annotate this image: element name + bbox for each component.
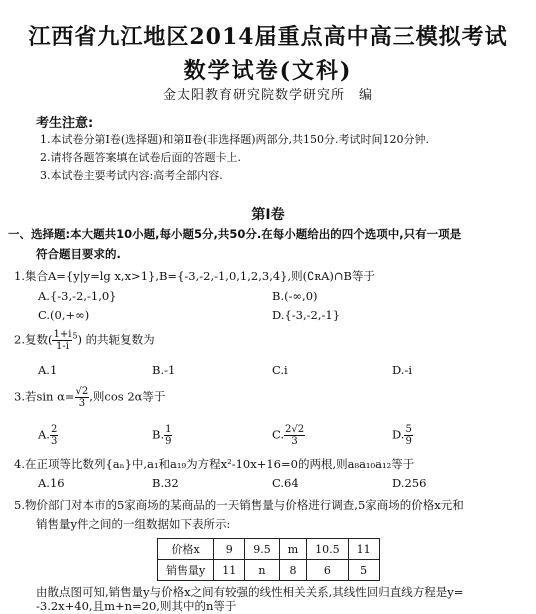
- question-3-fraction: [75, 386, 90, 409]
- question-3-option-c: [272, 424, 305, 447]
- frac-den: 3: [50, 436, 58, 447]
- table-cell: 6: [307, 560, 349, 581]
- option-label: B.: [152, 427, 165, 442]
- exam-subtitle: 数学试卷(文科): [183, 58, 353, 84]
- notice-title: 考生注意:: [36, 116, 94, 131]
- question-1-option-d: D.{-3,-2,-1}: [272, 308, 341, 322]
- question-3-text: [14, 386, 165, 409]
- question-3-frac-num: √2: [75, 386, 89, 397]
- table-cell: 8: [279, 560, 306, 581]
- question-1-option-a: A.{-3,-2,-1,0}: [38, 289, 117, 303]
- question-2-fraction: [52, 329, 72, 352]
- question-2-prefix: 2.复数(: [14, 332, 53, 347]
- question-5-line1: 5.物价部门对本市的5家商场的某商品的一天销售量与价格进行调查,5家商场的价格x元和: [14, 498, 464, 512]
- question-2-option-b: B.-1: [152, 363, 176, 377]
- option-fraction: [50, 424, 58, 447]
- question-2-option-c: C.i: [272, 363, 288, 377]
- table-cell: m: [279, 539, 306, 560]
- price-sales-table: [157, 538, 380, 581]
- question-5-line3: 由散点图可知,销售量y与价格x之间有较强的线性相关关系,其线性回归直线方程是y=: [36, 585, 464, 599]
- table-cell: 价格x: [158, 539, 214, 560]
- notice-item-1: 1.本试卷分第Ⅰ卷(选择题)和第Ⅱ卷(非选择题)两部分,共150分.考试时间120分钟.: [40, 133, 429, 146]
- table-cell: 9.5: [245, 539, 280, 560]
- question-3-frac-den: 3: [78, 398, 86, 409]
- table-cell: 5: [348, 560, 379, 581]
- table-cell: 销售量y: [158, 560, 214, 581]
- table-cell: 11: [348, 539, 379, 560]
- option-label: A.: [38, 427, 50, 442]
- option-fraction: [404, 424, 412, 447]
- frac-num: 2: [50, 424, 58, 435]
- table-row: [158, 539, 380, 560]
- author-line: 金太阳教育研究院数学研究所 编: [162, 88, 373, 103]
- question-3-option-d: [392, 424, 413, 447]
- question-3-option-a: [38, 424, 58, 447]
- table-cell: 11: [214, 560, 245, 581]
- frac-num: 5: [405, 424, 412, 435]
- question-5-line2: 销售量y件之间的一组数据如下表所示:: [36, 517, 231, 531]
- question-2-frac-num: 1+i: [53, 329, 72, 340]
- table-cell: n: [245, 560, 280, 581]
- question-1-option-b: B.(-∞,0): [272, 289, 318, 303]
- question-3-suffix: ,则cos 2α等于: [89, 389, 166, 404]
- notice-item-2: 2.请将各题答案填在试卷后面的答题卡上.: [40, 151, 241, 164]
- frac-num: 1: [165, 424, 172, 435]
- notice-item-3: 3.本试卷主要考试内容:高考全部内容.: [40, 169, 223, 182]
- question-2-suffix: ) 的共轭复数为: [77, 332, 155, 347]
- question-3-prefix: 3.若sin α=: [14, 389, 75, 404]
- question-5-line4: -3.2x+40,且m+n=20,则其中的n等于: [36, 599, 237, 613]
- question-1-text: 1.集合A={y|y=lg x,x>1},B={-3,-2,-1,0,1,2,3,4},则(∁ʀA)∩B等于: [14, 269, 375, 283]
- question-2-frac-den: 1-i: [55, 341, 69, 352]
- question-4-option-c: C.64: [272, 476, 299, 490]
- option-label: D.: [392, 427, 405, 442]
- question-4-option-d: D.256: [392, 476, 427, 490]
- question-2-text: [14, 329, 155, 352]
- part-intro-line2: 符合题目要求的.: [36, 247, 121, 261]
- option-label: C.: [272, 427, 285, 442]
- frac-num: 2√2: [285, 424, 305, 435]
- frac-den: 9: [405, 436, 412, 447]
- frac-den: 9: [165, 436, 172, 447]
- question-2-option-d: D.-i: [392, 363, 413, 377]
- frac-den: 3: [291, 436, 298, 447]
- option-fraction: [164, 424, 172, 447]
- question-4-text: 4.在正项等比数列{aₙ}中,a₁和a₁₉为方程x²-10x+16=0的两根,则a₈a₁₀a₁₂等于: [14, 457, 415, 471]
- table-row: [158, 560, 380, 581]
- table-cell: 10.5: [307, 539, 349, 560]
- question-2-exponent: 5: [72, 331, 78, 341]
- question-4-option-b: B.32: [152, 476, 179, 490]
- question-3-option-b: [152, 424, 172, 447]
- section-title: 第Ⅰ卷: [251, 207, 285, 223]
- part-intro-line1: 一、选择题:本大题共10小题,每小题5分,共50分.在每小题给出的四个选项中,只有一项是: [8, 227, 462, 241]
- question-4-option-a: A.16: [38, 476, 65, 490]
- question-1-option-c: C.(0,+∞): [38, 308, 90, 322]
- exam-title: 江西省九江地区2014届重点高中高三模拟考试: [28, 24, 508, 50]
- option-fraction: [284, 424, 305, 447]
- table-cell: 9: [214, 539, 245, 560]
- question-2-option-a: A.1: [38, 363, 58, 377]
